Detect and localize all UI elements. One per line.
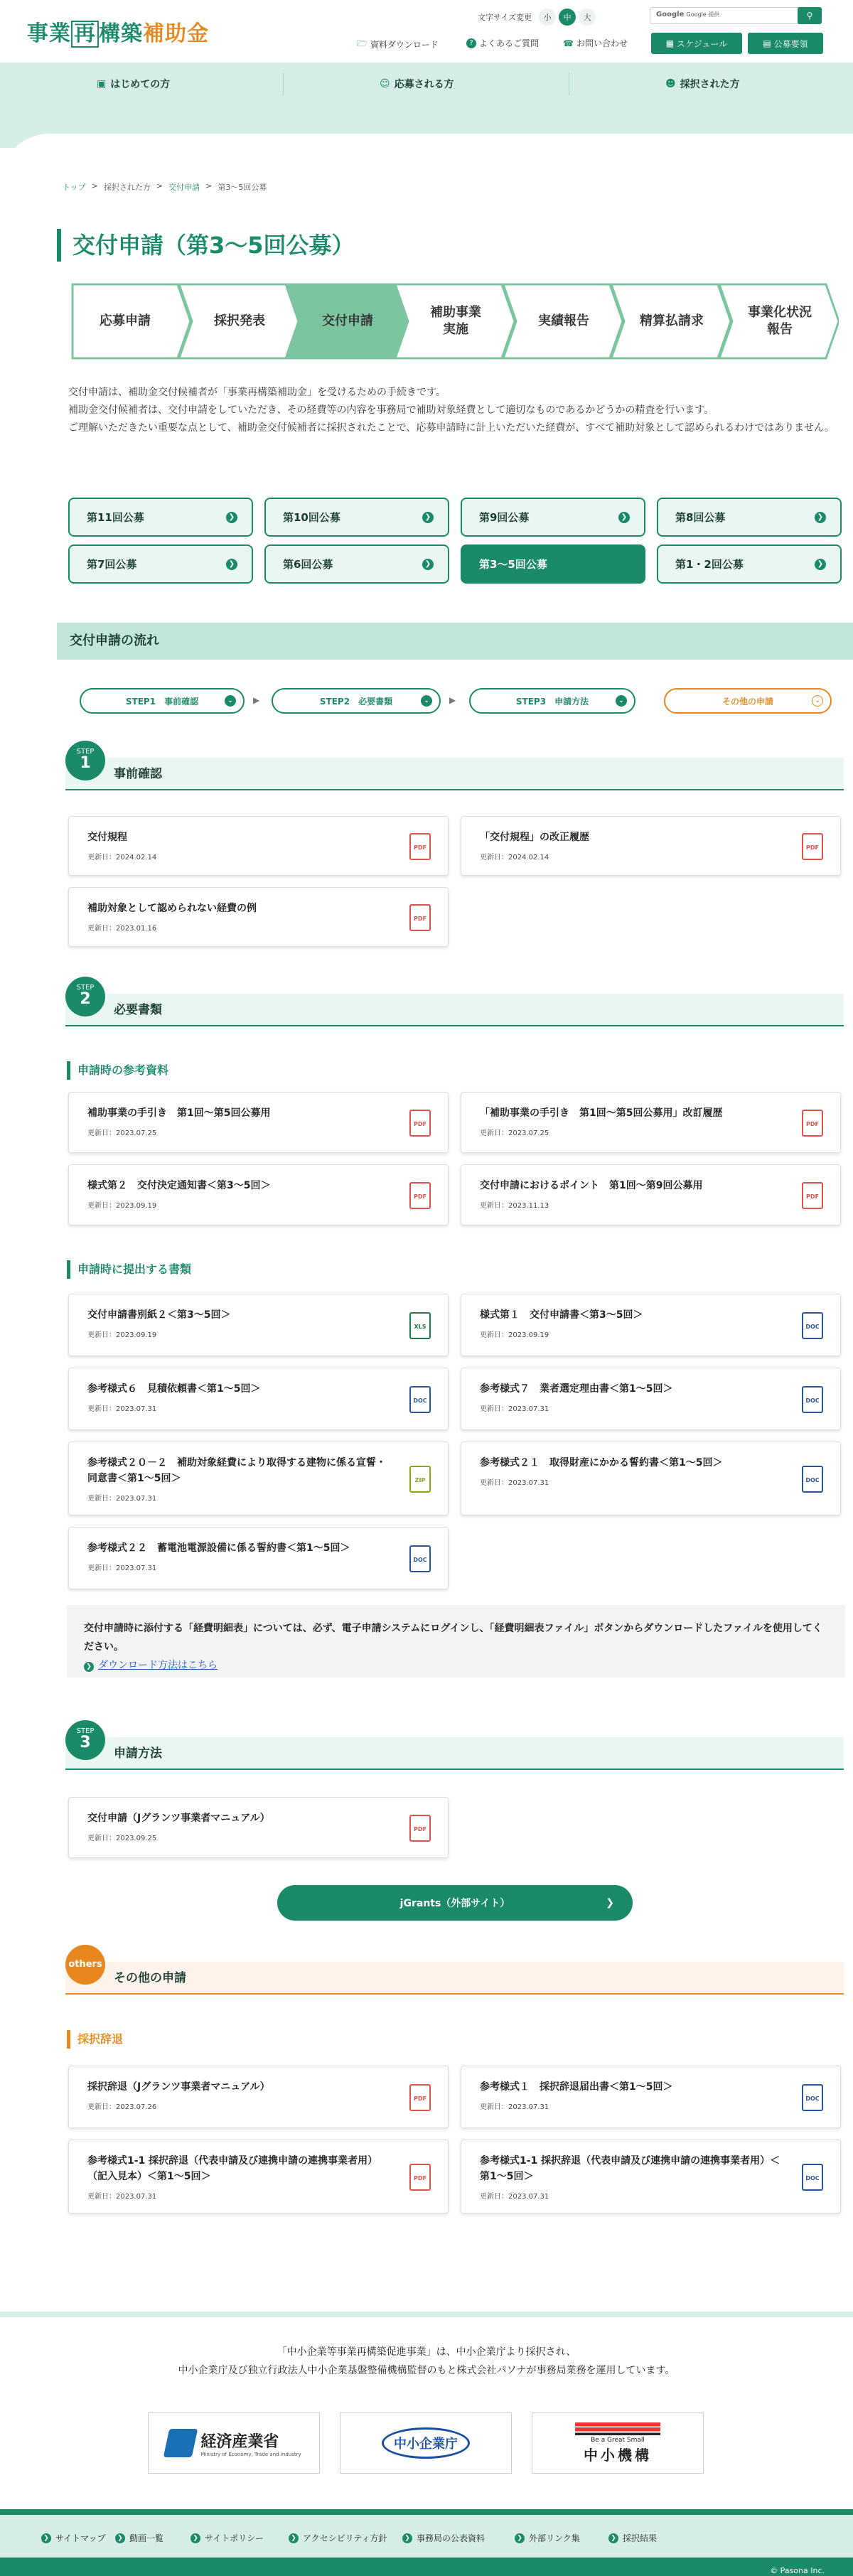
nav-item-adopted[interactable]	[665, 63, 740, 105]
document-card[interactable]	[461, 2066, 841, 2128]
card-title: 参考様式1-1 採択辞退（代表申請及び連携申請の連携事業者用）＜第1～5回＞	[480, 2155, 780, 2182]
nav-item-beginners[interactable]	[97, 63, 170, 105]
font-size-medium-button[interactable]: 中	[559, 9, 576, 26]
card-title: 補助事業の手引き 第1回～第5回公募用	[87, 1107, 271, 1119]
document-card[interactable]	[68, 816, 449, 876]
flow-pill-step3[interactable]	[469, 688, 635, 714]
card-date: 更新日：2023.07.31	[480, 2103, 549, 2111]
file-type-label: PDF	[414, 2175, 426, 2181]
doc-file-icon	[802, 2164, 823, 2191]
arrow-right-icon: ❯	[226, 512, 237, 523]
footer-link-label: アクセシビリティ方針	[303, 2533, 387, 2543]
breadcrumb-item[interactable]: トップ	[63, 183, 86, 192]
doc-file-icon	[802, 1386, 823, 1413]
phone-icon: ☎	[563, 38, 574, 48]
footer-line: 「中小企業等事業再構築促進事業」は、中小企業庁より採択され、	[277, 2346, 576, 2358]
step-title: 事前確認	[65, 758, 844, 790]
round-button-8[interactable]	[657, 498, 842, 537]
pill-label: STEP1 事前確認	[125, 696, 199, 707]
intro-paragraph: ご理解いただきたい重要な点として、補助金交付候補者に採択されたことで、応募申請時に計上いただいた経費が、すべて補助対象として認められるわけではありません。	[68, 422, 835, 434]
pdf-file-icon	[409, 2084, 431, 2111]
arrow-right-icon: ❯	[815, 559, 826, 570]
step-badge-number: 1	[80, 754, 91, 772]
chevron-down-icon: ⌄	[616, 695, 627, 707]
subsection-title: 申請時の参考資料	[67, 1061, 168, 1080]
document-card[interactable]	[461, 2140, 841, 2213]
arrow-right-icon: ❯	[422, 559, 434, 570]
document-card[interactable]	[68, 2140, 449, 2213]
footer-link-label: サイトポリシー	[205, 2533, 264, 2543]
document-card[interactable]	[68, 1294, 449, 1356]
search-button[interactable]	[798, 7, 822, 24]
meti-logo-subtext: Ministry of Economy, Trade and Industry	[200, 2451, 301, 2457]
document-card[interactable]	[68, 1442, 449, 1515]
folder-icon: 🗁	[357, 38, 368, 48]
subsection-title: 採択辞退	[67, 2030, 123, 2049]
file-type-label: PDF	[414, 844, 426, 851]
pdf-file-icon	[802, 1110, 823, 1137]
schedule-button[interactable]	[651, 33, 742, 54]
document-card[interactable]	[68, 1092, 449, 1153]
document-card[interactable]	[461, 1164, 841, 1225]
card-title: 様式第１ 交付申請書＜第3～5回＞	[480, 1309, 643, 1321]
card-title: 参考様式２０－２ 補助対象経費により取得する建物に係る宣誓・同意書＜第1～5回＞	[87, 1457, 386, 1484]
card-date: 更新日：2024.02.14	[87, 854, 157, 862]
step-badge	[65, 741, 105, 780]
nav-label: 採択された方	[680, 79, 740, 90]
file-type-label: PDF	[806, 1193, 819, 1200]
footer-text	[0, 2343, 853, 2380]
flow-pill-others[interactable]	[664, 688, 832, 714]
search-input[interactable]: Google Google 提供	[650, 7, 820, 24]
meti-logo[interactable]	[148, 2413, 320, 2474]
chevron-down-icon: ⌄	[421, 695, 432, 707]
nav-label: 応募される方	[394, 79, 454, 90]
triangle-right-icon: ▶	[253, 695, 260, 705]
intro-text	[68, 384, 843, 437]
others-heading	[65, 1945, 844, 1995]
footer-link[interactable]	[41, 2532, 106, 2544]
arrow-right-icon: ❯	[289, 2533, 299, 2543]
card-title: 交付申請におけるポイント 第1回～第9回公募用	[480, 1180, 703, 1191]
smrj-logo-text: 中小機構	[584, 2446, 652, 2464]
pill-label: その他の申請	[721, 696, 773, 707]
font-size-label: 文字サイズ変更	[478, 13, 532, 22]
card-title: 採択辞退（Jグランツ事業者マニュアル）	[87, 2081, 270, 2093]
file-type-label: PDF	[806, 1121, 819, 1127]
search-placeholder: Google 提供	[686, 11, 720, 18]
step-title: 必要書類	[65, 994, 844, 1026]
step2-heading	[65, 977, 844, 1026]
arrow-right-icon: ❯	[402, 2533, 412, 2543]
breadcrumb-separator: >	[205, 181, 213, 190]
sme-agency-logo[interactable]	[340, 2413, 512, 2474]
document-card[interactable]	[68, 2066, 449, 2128]
process-step-2: 採択発表	[214, 313, 265, 328]
card-title: 参考様式1-1 採択辞退（代表申請及び連携申請の連携事業者用）（記入見本）＜第1～5回＞	[87, 2155, 378, 2182]
document-card[interactable]	[461, 1092, 841, 1153]
zip-file-icon	[409, 1466, 431, 1493]
copyright: © Pasona Inc.	[770, 2566, 825, 2575]
breadcrumb-current: 第3～5回公募	[218, 183, 267, 192]
card-date: 更新日：2023.07.26	[87, 2103, 157, 2111]
nav-label: はじめての方	[110, 79, 171, 90]
page-title: 交付申請（第3～5回公募）	[57, 229, 355, 262]
footer-link[interactable]	[608, 2532, 657, 2544]
logo-part: 事業	[27, 21, 71, 46]
step-badge-label: STEP	[76, 748, 95, 756]
person-filled-icon: ☻	[665, 78, 676, 90]
step-title: 申請方法	[65, 1737, 844, 1770]
pdf-file-icon	[802, 1182, 823, 1209]
file-type-label: PDF	[806, 844, 819, 851]
file-type-label: PDF	[414, 2095, 426, 2102]
card-title: 補助対象として認められない経費の例	[87, 903, 257, 914]
round-button-6[interactable]	[264, 544, 449, 584]
flow-pill-step2[interactable]	[272, 688, 441, 714]
process-step-3: 交付申請	[322, 313, 373, 328]
card-date: 更新日：2023.09.19	[87, 1202, 157, 1210]
link-label: ダウンロード方法はこちら	[98, 1660, 218, 1671]
round-button-10[interactable]	[264, 498, 449, 537]
intro-paragraph: 交付申請は、補助金交付候補者が「事業再構築補助金」を受けるための手続きです。	[68, 387, 446, 398]
round-label: 第8回公募	[675, 511, 726, 524]
meti-logo-text: 経済産業省	[200, 2432, 279, 2451]
footer-link[interactable]	[402, 2532, 485, 2544]
pill-label: STEP3 申請方法	[515, 696, 589, 707]
card-date: 更新日：2023.09.19	[87, 1331, 157, 1339]
document-card[interactable]	[68, 1797, 449, 1858]
document-card[interactable]	[68, 1164, 449, 1225]
process-step-7: 事業化状況 報告	[748, 305, 812, 337]
footer-link[interactable]	[115, 2532, 163, 2544]
step-badge-label: STEP	[76, 984, 95, 992]
card-date: 更新日：2023.07.25	[87, 1129, 157, 1137]
pdf-file-icon	[409, 833, 431, 860]
note-box	[67, 1605, 845, 1678]
document-card[interactable]	[461, 1442, 841, 1515]
card-date: 更新日：2023.07.25	[480, 1129, 549, 1137]
process-step-4: 補助事業 実施	[430, 305, 481, 337]
arrow-right-icon: ❯	[515, 2533, 525, 2543]
round-label: 第1・2回公募	[675, 558, 744, 571]
flow-pill-step1[interactable]	[80, 688, 245, 714]
meti-mark-icon	[163, 2429, 198, 2457]
arrow-right-icon: ❯	[115, 2533, 125, 2543]
breadcrumb-separator: >	[156, 181, 163, 190]
process-step-6: 精算払請求	[640, 313, 704, 328]
round-button-1-2[interactable]	[657, 544, 842, 584]
card-title: 交付申請（Jグランツ事業者マニュアル）	[87, 1813, 270, 1824]
breadcrumb	[63, 181, 267, 193]
card-date: 更新日：2023.07.31	[87, 1495, 157, 1503]
others-badge	[65, 1945, 105, 1985]
arrow-right-icon: ❯	[84, 1662, 94, 1672]
footer-link-label: 採択結果	[623, 2533, 658, 2543]
header-link-contact[interactable]	[563, 37, 628, 49]
pdf-file-icon	[802, 833, 823, 860]
footer-link-label: 事務局の公表資料	[417, 2533, 485, 2543]
file-type-label: PDF	[414, 916, 426, 922]
round-label: 第11回公募	[87, 511, 144, 524]
chevron-down-icon: ⌄	[225, 695, 236, 707]
logo-part: 構築	[99, 21, 143, 46]
triangle-right-icon: ▶	[449, 695, 456, 705]
pdf-file-icon	[409, 904, 431, 931]
card-date: 更新日：2023.09.25	[87, 1835, 157, 1842]
logo-part: 補助金	[143, 21, 209, 46]
card-title: 交付申請書別紙２＜第3～5回＞	[87, 1309, 231, 1321]
arrow-right-icon: ❯	[41, 2533, 51, 2543]
file-type-label: PDF	[414, 1193, 426, 1200]
doc-file-icon	[802, 1312, 823, 1339]
pdf-file-icon	[409, 1110, 431, 1137]
card-title: 参考様式７ 業者選定理由書＜第1～5回＞	[480, 1383, 673, 1395]
site-logo[interactable]	[27, 16, 209, 48]
round-label: 第9回公募	[479, 511, 530, 524]
jgrants-button[interactable]	[277, 1885, 633, 1921]
global-nav	[0, 63, 853, 105]
calendar-icon: ▦	[665, 38, 675, 48]
breadcrumb-item[interactable]: 交付申請	[168, 183, 200, 192]
others-badge-label: others	[68, 1959, 102, 1970]
footer-link-label: 外部リンク集	[529, 2533, 580, 2543]
document-card[interactable]	[68, 1527, 449, 1589]
font-size-large-button[interactable]: 大	[579, 9, 596, 26]
person-icon: ☺	[380, 78, 390, 90]
file-type-label: XLS	[414, 1324, 426, 1330]
file-type-label: DOC	[805, 1324, 820, 1330]
file-type-label: DOC	[413, 1557, 427, 1563]
download-method-link[interactable]	[84, 1660, 218, 1671]
card-date: 更新日：2023.11.13	[480, 1202, 549, 1210]
book-icon: ▣	[97, 78, 107, 90]
round-label: 第3～5回公募	[479, 558, 547, 571]
file-type-label: ZIP	[414, 1477, 426, 1483]
card-title: 参考様式２１ 取得財産にかかる誓約書＜第1～5回＞	[480, 1457, 723, 1469]
step-badge	[65, 1720, 105, 1760]
doc-file-icon	[802, 2084, 823, 2111]
file-type-label: DOC	[805, 2175, 820, 2181]
arrow-right-icon: ❯	[618, 512, 630, 523]
process-step-1: 応募申請	[100, 313, 151, 328]
doc-file-icon	[802, 1466, 823, 1493]
intro-paragraph: 補助金交付候補者は、交付申請をしていただき、その経費等の内容を事務局で補助対象経費として適切なものであるかどうかの精査を行います。	[68, 404, 714, 416]
smrj-mark-icon	[575, 2422, 660, 2435]
guidelines-button-label: 公募要領	[773, 38, 808, 49]
file-type-label: DOC	[413, 1397, 427, 1404]
sme-agency-logo-text: 中小企業庁	[382, 2427, 470, 2459]
logo-part: 再	[71, 21, 99, 48]
xls-file-icon	[409, 1312, 431, 1339]
file-type-label: DOC	[805, 2095, 820, 2102]
document-card[interactable]	[461, 1368, 841, 1430]
search-icon: ⚲	[806, 11, 813, 21]
pdf-file-icon	[409, 2164, 431, 2191]
document-card[interactable]	[68, 1368, 449, 1430]
step-badge-number: 3	[80, 1734, 91, 1751]
main-content-panel-bottom	[0, 2211, 853, 2282]
smrj-logo[interactable]	[532, 2413, 704, 2474]
font-size-small-button[interactable]: 小	[539, 9, 556, 26]
nav-item-applicants[interactable]	[380, 63, 454, 105]
header-link-label: よくあるご質問	[479, 38, 540, 48]
round-label: 第7回公募	[87, 558, 137, 571]
footer-link[interactable]	[515, 2532, 580, 2544]
step-badge-label: STEP	[76, 1727, 95, 1735]
pdf-file-icon	[409, 1815, 431, 1842]
chevron-down-icon: ⌄	[812, 695, 823, 707]
card-date: 更新日：2023.07.31	[87, 2193, 157, 2201]
card-date: 更新日：2023.09.19	[480, 1331, 549, 1339]
header-link-label: 資料ダウンロード	[370, 40, 439, 50]
guidelines-button[interactable]	[748, 33, 823, 54]
card-date: 更新日：2023.07.31	[480, 2193, 549, 2201]
file-type-label: DOC	[805, 1397, 820, 1404]
document-card[interactable]	[461, 1294, 841, 1356]
footer-link-label: サイトマップ	[55, 2533, 106, 2543]
note-text: 交付申請時に添付する「経費明細表」については、必ず、電子申請システムにログインし、「経費明細表ファイル」ボタンからダウンロードしたファイルを使用してください。	[84, 1623, 822, 1653]
flow-section-title: 交付申請の流れ	[57, 623, 853, 660]
step1-heading	[65, 741, 844, 790]
round-label: 第10回公募	[283, 511, 340, 524]
breadcrumb-item[interactable]: 採択された方	[103, 183, 151, 192]
card-title: 参考様式６ 見積依頼書＜第1～5回＞	[87, 1383, 261, 1395]
schedule-button-label: スケジュール	[677, 38, 728, 49]
round-label: 第6回公募	[283, 558, 333, 571]
smrj-logo-subtext: Be a Great Small	[591, 2436, 645, 2444]
chevron-right-icon: ❯	[606, 1897, 614, 1909]
card-title: 「交付規程」の改正履歴	[480, 832, 589, 843]
footer-link[interactable]	[289, 2532, 387, 2544]
step3-heading	[65, 1720, 844, 1770]
file-type-label: DOC	[805, 1477, 820, 1483]
file-type-label: PDF	[414, 1826, 426, 1832]
header-link-download[interactable]	[357, 37, 439, 52]
nav-divider	[283, 73, 284, 95]
breadcrumb-separator: >	[91, 181, 98, 190]
arrow-right-icon: ❯	[191, 2533, 200, 2543]
step-title: その他の申請	[65, 1962, 844, 1995]
round-button-3-5[interactable]	[461, 544, 645, 584]
arrow-right-icon: ❯	[815, 512, 826, 523]
round-button-9[interactable]	[461, 498, 645, 537]
font-size-switcher	[478, 9, 596, 26]
card-date: 更新日：2023.07.31	[87, 1405, 157, 1413]
arrow-right-icon: ❯	[422, 512, 434, 523]
jgrants-button-label: jGrants（外部サイト）	[399, 1898, 510, 1909]
round-button-7[interactable]	[68, 544, 253, 584]
card-date: 更新日：2023.07.31	[480, 1405, 549, 1413]
document-card[interactable]	[68, 887, 449, 947]
process-step-5: 実績報告	[538, 313, 589, 328]
file-type-label: PDF	[414, 1121, 426, 1127]
card-date: 更新日：2023.01.16	[87, 925, 157, 933]
footer-link[interactable]	[191, 2532, 264, 2544]
round-button-11[interactable]	[68, 498, 253, 537]
pill-label: STEP2 必要書類	[319, 696, 393, 707]
card-title: 交付規程	[87, 832, 127, 843]
card-date: 更新日：2023.07.31	[480, 1479, 549, 1487]
site-header	[0, 0, 853, 63]
question-icon: ?	[466, 38, 476, 48]
footer-link-label: 動画一覧	[129, 2533, 164, 2543]
pdf-file-icon	[409, 1182, 431, 1209]
card-title: 参考様式１ 採択辞退届出書＜第1～5回＞	[480, 2081, 673, 2093]
subsection-title: 申請時に提出する書類	[67, 1260, 191, 1279]
doc-file-icon	[409, 1545, 431, 1572]
header-link-faq[interactable]	[466, 37, 539, 49]
card-date: 更新日：2023.07.31	[87, 1565, 157, 1572]
document-card[interactable]	[461, 816, 841, 876]
arrow-right-icon: ❯	[226, 559, 237, 570]
step-badge	[65, 977, 105, 1016]
arrow-right-icon: ❯	[608, 2533, 618, 2543]
header-link-label: お問い合わせ	[576, 38, 628, 48]
footer-line: 中小企業庁及び独立行政法人中小企業基盤整備機構監督のもと株式会社パソナが事務局業務を運用しています。	[178, 2365, 675, 2376]
document-icon: ▤	[763, 38, 771, 48]
step-badge-number: 2	[80, 990, 91, 1008]
card-title: 「補助事業の手引き 第1回～第5回公募用」改訂履歴	[480, 1107, 723, 1119]
card-title: 参考様式２２ 蓄電池電源設備に係る誓約書＜第1～5回＞	[87, 1542, 350, 1554]
card-title: 様式第２ 交付決定通知書＜第3～5回＞	[87, 1180, 271, 1191]
card-date: 更新日：2024.02.14	[480, 854, 549, 862]
doc-file-icon	[409, 1386, 431, 1413]
